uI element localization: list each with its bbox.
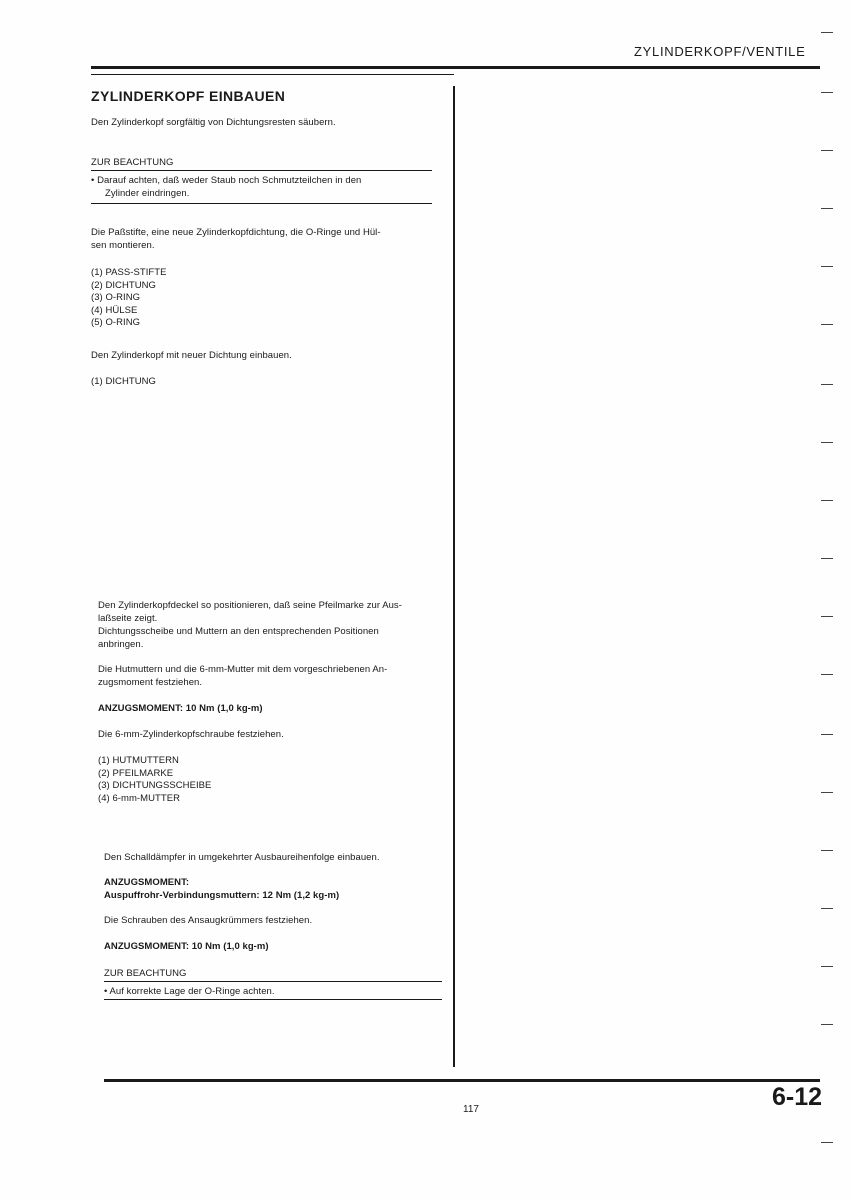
- list-item: (3) O-RING: [91, 292, 141, 303]
- step-text: Die Paßstifte, eine neue Zylinderkopfdichtung, die O-Ringe und Hül-: [91, 227, 381, 238]
- running-header: ZYLINDERKOPF/VENTILE: [634, 44, 806, 59]
- step-text: zugsmoment festziehen.: [98, 677, 203, 688]
- column-divider: [453, 86, 455, 1067]
- step-text: Die Schrauben des Ansaugkrümmers festziehen.: [104, 915, 313, 926]
- step-text: Dichtungsscheibe und Muttern an den entsprechenden Positionen: [98, 626, 379, 637]
- step-text: anbringen.: [98, 639, 144, 650]
- list-item: (4) HÜLSE: [91, 304, 138, 316]
- step-text: Die 6-mm-Zylinderkopfschraube festziehen.: [98, 729, 284, 740]
- torque-spec: ANZUGSMOMENT: 10 Nm (1,0 kg-m): [98, 703, 263, 714]
- torque-spec: ANZUGSMOMENT: 10 Nm (1,0 kg-m): [104, 941, 269, 952]
- footer-rule: [104, 1079, 820, 1082]
- header-subrule: [91, 74, 454, 75]
- step-text: Den Zylinderkopf mit neuer Dichtung einbauen.: [91, 350, 292, 361]
- torque-spec-label: ANZUGSMOMENT:: [104, 877, 190, 888]
- parts-list: [98, 755, 211, 805]
- step-text: sen montieren.: [91, 240, 155, 251]
- list-item: (1) PASS-STIFTE: [91, 267, 167, 278]
- parts-list: [91, 267, 167, 330]
- step-text: Den Schalldämpfer in umgekehrter Ausbaureihenfolge einbauen.: [104, 852, 380, 863]
- step-text: Die Hutmuttern und die 6-mm-Mutter mit dem vorgeschriebenen An-: [98, 664, 388, 675]
- note-text-line1: • Darauf achten, daß weder Staub noch Schmutzteilchen in den: [91, 175, 362, 186]
- note-bottom-rule: [104, 999, 442, 1000]
- parts-list: [91, 376, 156, 389]
- list-item: (1) DICHTUNG: [91, 376, 156, 387]
- list-item: (2) DICHTUNG: [91, 279, 156, 291]
- intro-text: Den Zylinderkopf sorgfältig von Dichtungsresten säubern.: [91, 117, 336, 128]
- note-top-rule: [104, 981, 442, 982]
- note-top-rule: [91, 170, 432, 171]
- step-text: Den Zylinderkopfdeckel so positionieren, daß seine Pfeilmarke zur Aus-: [98, 600, 402, 611]
- section-page-number: 6-12: [772, 1083, 823, 1111]
- note-text-line1: • Auf korrekte Lage der O-Ringe achten.: [104, 986, 275, 997]
- list-item: (1) HUTMUTTERN: [98, 755, 179, 766]
- list-item: (4) 6-mm-MUTTER: [98, 792, 181, 804]
- list-item: (2) PFEILMARKE: [98, 767, 174, 779]
- torque-spec: Auspuffrohr-Verbindungsmuttern: 12 Nm (1,2 kg-m): [104, 890, 340, 901]
- section-title: ZYLINDERKOPF EINBAUEN: [91, 88, 286, 104]
- list-item: (5) O-RING: [91, 317, 141, 328]
- step-text: laßseite zeigt.: [98, 613, 158, 624]
- page-number: 117: [463, 1104, 479, 1115]
- note-text-line2: Zylinder eindringen.: [105, 188, 190, 199]
- note-label: ZUR BEACHTUNG: [104, 968, 187, 979]
- note-label: ZUR BEACHTUNG: [91, 157, 174, 168]
- list-item: (3) DICHTUNGSSCHEIBE: [98, 780, 212, 791]
- header-rule: [91, 66, 820, 69]
- note-bottom-rule: [91, 203, 432, 204]
